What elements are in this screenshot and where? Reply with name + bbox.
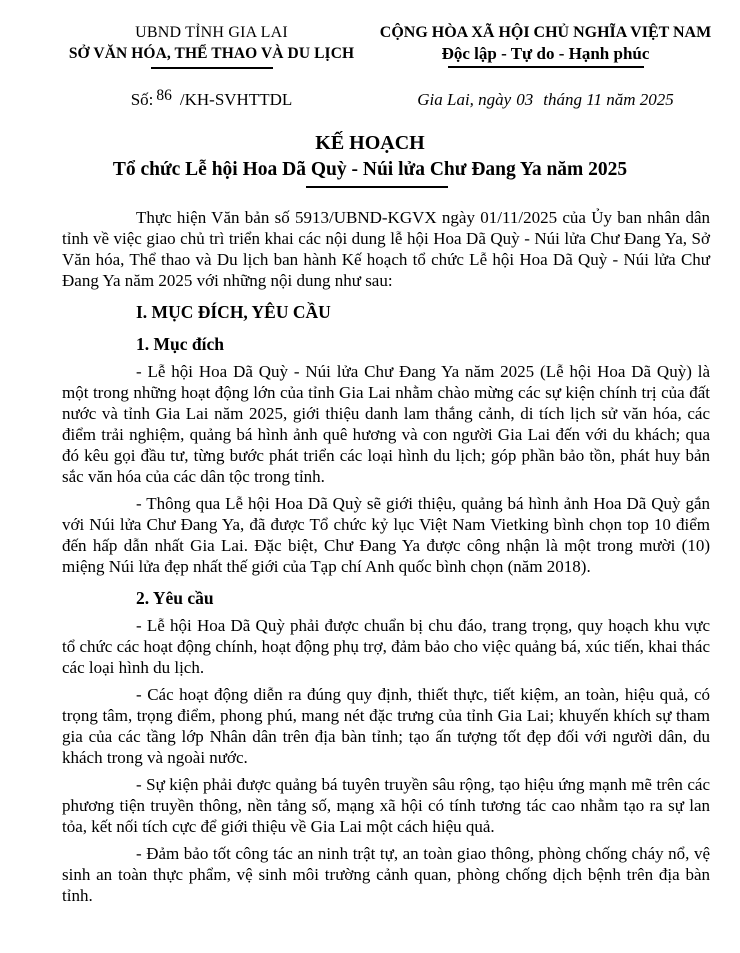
issuer-name: SỞ VĂN HÓA, THỂ THAO VÀ DU LỊCH (68, 45, 355, 62)
doc-number-code: /KH-SVHTTDL (179, 90, 293, 109)
motto-underline (448, 66, 644, 68)
title-underline (306, 186, 448, 188)
doc-number (44, 89, 379, 112)
place-date (379, 89, 712, 112)
paragraph: - Các hoạt động diễn ra đúng quy định, thiết thực, tiết kiệm, an toàn, hiệu quả, có trọng tâm, trọng điểm, phong phú, mang nét đặc trưng của tỉnh Gia Lai; khuyến khích sự tham gia của các tầng lớp Nhân dân trên địa bàn tỉnh; tạo ấn tượng tốt đẹp đối với người dân, du khách trong và ngoài nước. (62, 685, 710, 767)
document-header (0, 22, 740, 69)
issuer-underline (151, 67, 273, 69)
paragraph: - Sự kiện phải được quảng bá tuyên truyền sâu rộng, tạo hiệu ứng mạnh mẽ trên các phương tiện truyền thông, nền tảng số, mạng xã hội có tính tương tác cao nhằm tạo ra sự lan tỏa, kết nối tích cực để giới thiệu về Gia Lai một cách hiệu quả. (62, 775, 710, 836)
subsection-heading-1-2: 2. Yêu cầu (136, 588, 214, 608)
document-meta (0, 89, 740, 112)
national-motto: Độc lập - Tự do - Hạnh phúc (441, 44, 650, 63)
document-subject-title: Tổ chức Lễ hội Hoa Dã Quỳ - Núi lửa Chư Đang Ya năm 2025 (112, 159, 628, 180)
paragraph: - Lễ hội Hoa Dã Quỳ - Núi lửa Chư Đang Ya năm 2025 (Lễ hội Hoa Dã Quỳ) là một trong những hoạt động lớn của tỉnh Gia Lai nhằm chào mừng các sự kiện chính trị của đất nước và tỉnh Gia Lai năm 2025, giới thiệu danh lam thắng cảnh, di tích lịch sử văn hóa, các điểm trải nghiệm, quảng bá hình ảnh quê hương và con người Gia Lai đến với du khách; qua đó kêu gọi đầu tư, từng bước phát triển các loại hình du lịch; góp phần bảo tồn, phát huy bản sắc văn hóa của các dân tộc trong tỉnh. (62, 362, 710, 486)
document-type-title: KẾ HOẠCH (315, 132, 425, 154)
doc-number-value: 86 (156, 87, 172, 104)
issuer-block (44, 22, 379, 69)
document-title-block (0, 130, 740, 188)
paragraph: - Đảm bảo tốt công tác an ninh trật tự, an toàn giao thông, phòng chống cháy nổ, vệ sinh an toàn thực phẩm, vệ sinh môi trường cảnh quan, phòng chống dịch bệnh trên địa bàn tỉnh. (62, 844, 710, 905)
place-date-prefix: Gia Lai, ngày (417, 90, 512, 109)
doc-number-label: Số: (130, 90, 154, 109)
issuer-parent: UBND TỈNH GIA LAI (135, 24, 288, 41)
national-header-line1: CỘNG HÒA XÃ HỘI CHỦ NGHĨA VIỆT NAM (379, 24, 712, 41)
section-heading-1: I. MỤC ĐÍCH, YÊU CẦU (136, 302, 331, 322)
place-date-day: 03 (516, 90, 534, 109)
subsection-heading-1-1: 1. Mục đích (136, 334, 224, 354)
national-header-block (379, 22, 712, 69)
paragraph: - Thông qua Lễ hội Hoa Dã Quỳ sẽ giới thiệu, quảng bá hình ảnh Hoa Dã Quỳ gắn với Núi lửa Chư Đang Ya, đã được Tổ chức kỷ lục Việt Nam Vietking bình chọn top 10 điểm đến hấp dẫn nhất Gia Lai. Đặc biệt, Chư Đang Ya được công nhận là một trong mười (10) miệng Núi lửa đẹp nhất thế giới của Tạp chí Anh quốc bình chọn (năm 2018). (62, 494, 710, 576)
intro-paragraph: Thực hiện Văn bản số 5913/UBND-KGVX ngày 01/11/2025 của Ủy ban nhân dân tỉnh về việc giao chủ trì triển khai các nội dung lễ hội Hoa Dã Quỳ - Núi lửa Chư Đang Ya, Sở Văn hóa, Thể thao và Du lịch ban hành Kế hoạch tổ chức Lễ hội Hoa Dã Quỳ - Núi lửa Chư Đang Ya năm 2025 với những nội dung như sau: (62, 208, 710, 290)
paragraph: - Lễ hội Hoa Dã Quỳ phải được chuẩn bị chu đáo, trang trọng, quy hoạch khu vực tổ chức các hoạt động chính, hoạt động phụ trợ, đảm bảo cho việc quảng bá, xúc tiến, khai thác các loại hình du lịch. (62, 616, 710, 677)
place-date-suffix: tháng 11 năm 2025 (543, 90, 674, 109)
document-body (0, 188, 740, 906)
